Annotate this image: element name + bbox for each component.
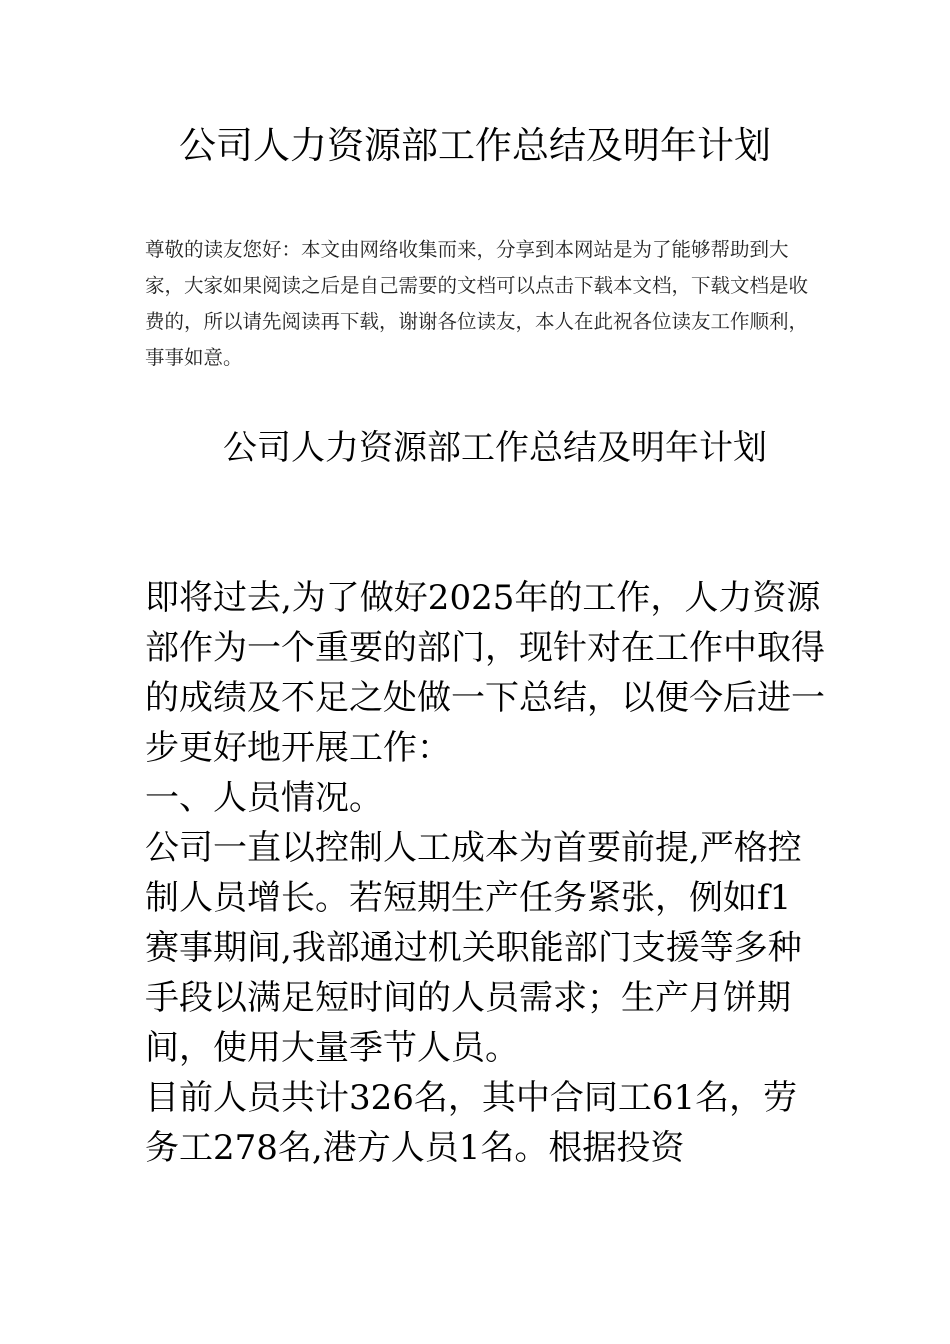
body-paragraph-headcount: 目前人员共计326名，其中合同工61名，劳务工278名,港方人员1名。根据投资 — [145, 1078, 798, 1168]
reader-notice: 尊敬的读友您好：本文由网络收集而来，分享到本网站是为了能够帮助到大家，大家如果阅读之后是自己需要的文档可以点击下载本文档，下载文档是收费的，所以请先阅读再下载，谢谢各位读友，本人在此祝各位读友工作顺利，事事如意。 — [145, 238, 809, 369]
body-paragraph-intro: 即将过去,为了做好2025年的工作，人力资源部作为一个重要的部门，现针对在工作中取得的成绩及不足之处做一下总结，以便今后进一步更好地开展工作： — [145, 578, 825, 768]
document-heading: 公司人力资源部工作总结及明年计划 — [223, 428, 767, 468]
document-title: 公司人力资源部工作总结及明年计划 — [179, 124, 771, 167]
section-heading-personnel: 一、人员情况。 — [145, 778, 383, 818]
document-body — [145, 573, 825, 1173]
body-paragraph-staffing: 公司一直以控制人工成本为首要前提,严格控制人员增长。若短期生产任务紧张，例如f1赛事期间,我部通过机关职能部门支援等多种手段以满足短时间的人员需求；生产月饼期间，使用大量季节人员。 — [145, 828, 802, 1068]
